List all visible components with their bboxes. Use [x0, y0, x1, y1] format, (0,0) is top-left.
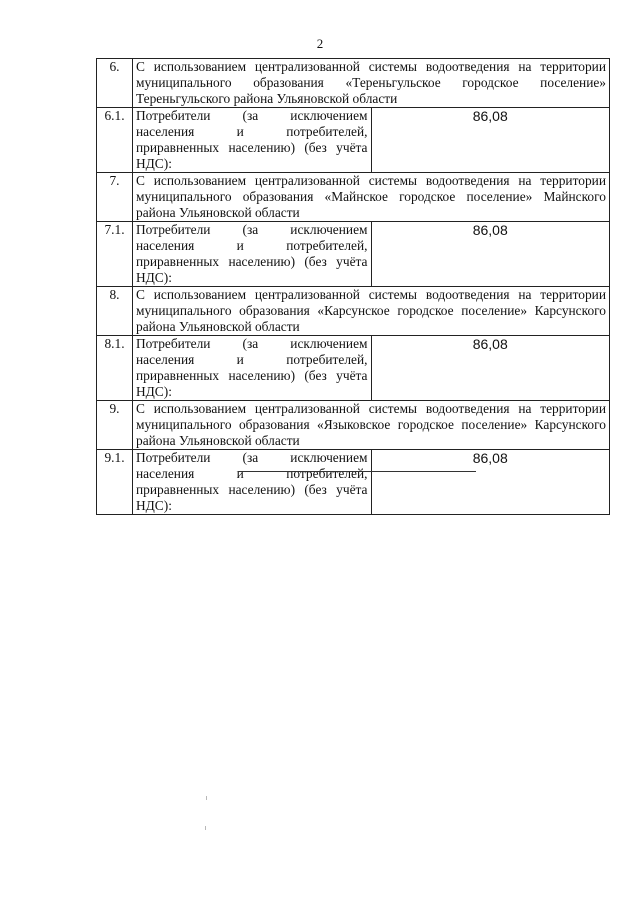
row-number: 9. [97, 401, 133, 450]
tariff-value: 86,08 [371, 336, 610, 401]
consumer-description: Потребители (за исключением населения и потребителей, приравненных населению) (без учёта НДС): [133, 336, 372, 401]
section-description: С использованием централизованной системы водоотведения на территории муниципального образования «Тереньгульское городское поселение» Тереньгульского района Ульяновской области [133, 59, 610, 108]
section-description: С использованием централизованной системы водоотведения на территории муниципального образования «Языковское городское поселение» Карсунского района Ульяновской области [133, 401, 610, 450]
tariff-table [96, 58, 610, 515]
page-number: 2 [316, 36, 324, 51]
scan-speck [206, 796, 207, 800]
row-number: 7.1. [97, 222, 133, 287]
table-row-tariff [97, 108, 610, 173]
row-number: 6.1. [97, 108, 133, 173]
row-number: 6. [97, 59, 133, 108]
row-number: 8.1. [97, 336, 133, 401]
table-row-section [97, 287, 610, 336]
scan-speck [205, 826, 206, 830]
table-row-section [97, 401, 610, 450]
tariff-value: 86,08 [371, 450, 610, 515]
consumer-description: Потребители (за исключением населения и потребителей, приравненных населению) (без учёта НДС): [133, 222, 372, 287]
table-row-section [97, 59, 610, 108]
row-number: 7. [97, 173, 133, 222]
row-number: 8. [97, 287, 133, 336]
consumer-description: Потребители (за исключением населения и потребителей, приравненных населению) (без учёта НДС): [133, 450, 372, 515]
row-number: 9.1. [97, 450, 133, 515]
table-row-section [97, 173, 610, 222]
consumer-description: Потребители (за исключением населения и потребителей, приравненных населению) (без учёта НДС): [133, 108, 372, 173]
tariff-value: 86,08 [371, 222, 610, 287]
section-description: С использованием централизованной системы водоотведения на территории муниципального образования «Майнское городское поселение» Майнского района Ульяновской области [133, 173, 610, 222]
table-row-tariff [97, 222, 610, 287]
table-row-tariff [97, 450, 610, 515]
table-row-tariff [97, 336, 610, 401]
end-of-document-rule [238, 471, 476, 472]
section-description: С использованием централизованной системы водоотведения на территории муниципального образования «Карсунское городское поселение» Карсунского района Ульяновской области [133, 287, 610, 336]
tariff-value: 86,08 [371, 108, 610, 173]
